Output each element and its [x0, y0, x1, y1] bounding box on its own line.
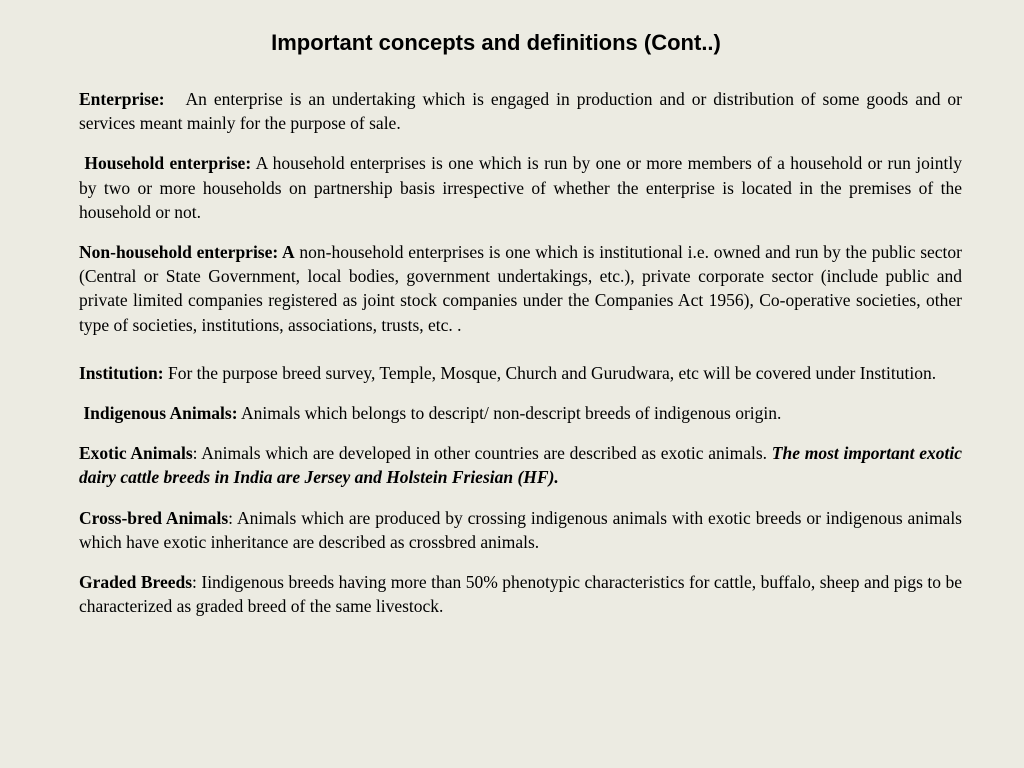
text-exotic-animals: : Animals which are developed in other countries are described as exotic animals.: [192, 443, 768, 464]
term-non-household-enterprise: Non-household enterprise: A: [79, 242, 295, 263]
text-indigenous-animals: Animals which belongs to descript/ non-descript breeds of indigenous origin.: [240, 403, 782, 424]
term-enterprise: Enterprise:: [79, 89, 165, 109]
term-exotic-animals: Exotic Animals: [79, 443, 193, 464]
definitions-body: [79, 87, 962, 618]
definition-institution: [79, 361, 962, 385]
definition-exotic-animals: [79, 441, 962, 489]
text-enterprise: An enterprise is an undertaking which is engaged in production and or distribution of some goods and or services meant mainly for the purpose of sale.: [79, 89, 963, 134]
text-graded-breeds: : Iindigenous breeds having more than 50% phenotypic characteristics for cattle, buffalo, sheep and pigs to be characterized as graded breed of the same livestock.: [79, 572, 962, 617]
term-institution: Institution:: [79, 362, 164, 383]
text-institution: For the purpose breed survey, Temple, Mosque, Church and Gurudwara, etc will be covered under Institution.: [167, 362, 937, 383]
term-indigenous-animals: Indigenous Animals:: [83, 403, 238, 424]
text-household-enterprise: A household enterprises is one which is run by one or more members of a household or run jointly by two or more households on partnership basis irrespective of whether the enterprise is located in the premises of the household or not.: [79, 153, 962, 222]
spacer: [79, 337, 962, 361]
definition-non-household-enterprise: [79, 240, 962, 337]
text-crossbred-animals: : Animals which are produced by crossing indigenous animals with exotic breeds or indigenous animals which have exotic inheritance are described as crossbred animals.: [79, 507, 962, 552]
text-non-household-enterprise: non-household enterprises is one which is institutional i.e. owned and run by the public sector (Central or State Government, local bodies, government undertakings, etc.), private corporate sector (include public and private limited companies registered as joint stock companies under the Companies Act 1956), Co-operative societies, other type of societies, institutions, associations, trusts, etc. .: [79, 242, 962, 335]
definition-household-enterprise: [79, 151, 962, 224]
term-graded-breeds: Graded Breeds: [79, 572, 193, 593]
definition-indigenous-animals: [79, 401, 962, 425]
definition-crossbred-animals: [79, 506, 962, 554]
slide-title: Important concepts and definitions (Cont..): [271, 30, 721, 55]
definition-enterprise: [79, 87, 962, 135]
emphasis-exotic-animals: The most important exotic dairy cattle breeds in India are Jersey and Holstein Friesian (HF).: [79, 443, 962, 488]
term-household-enterprise: Household enterprise:: [84, 153, 252, 174]
term-crossbred-animals: Cross-bred Animals: [79, 507, 229, 528]
definition-graded-breeds: [79, 570, 962, 618]
